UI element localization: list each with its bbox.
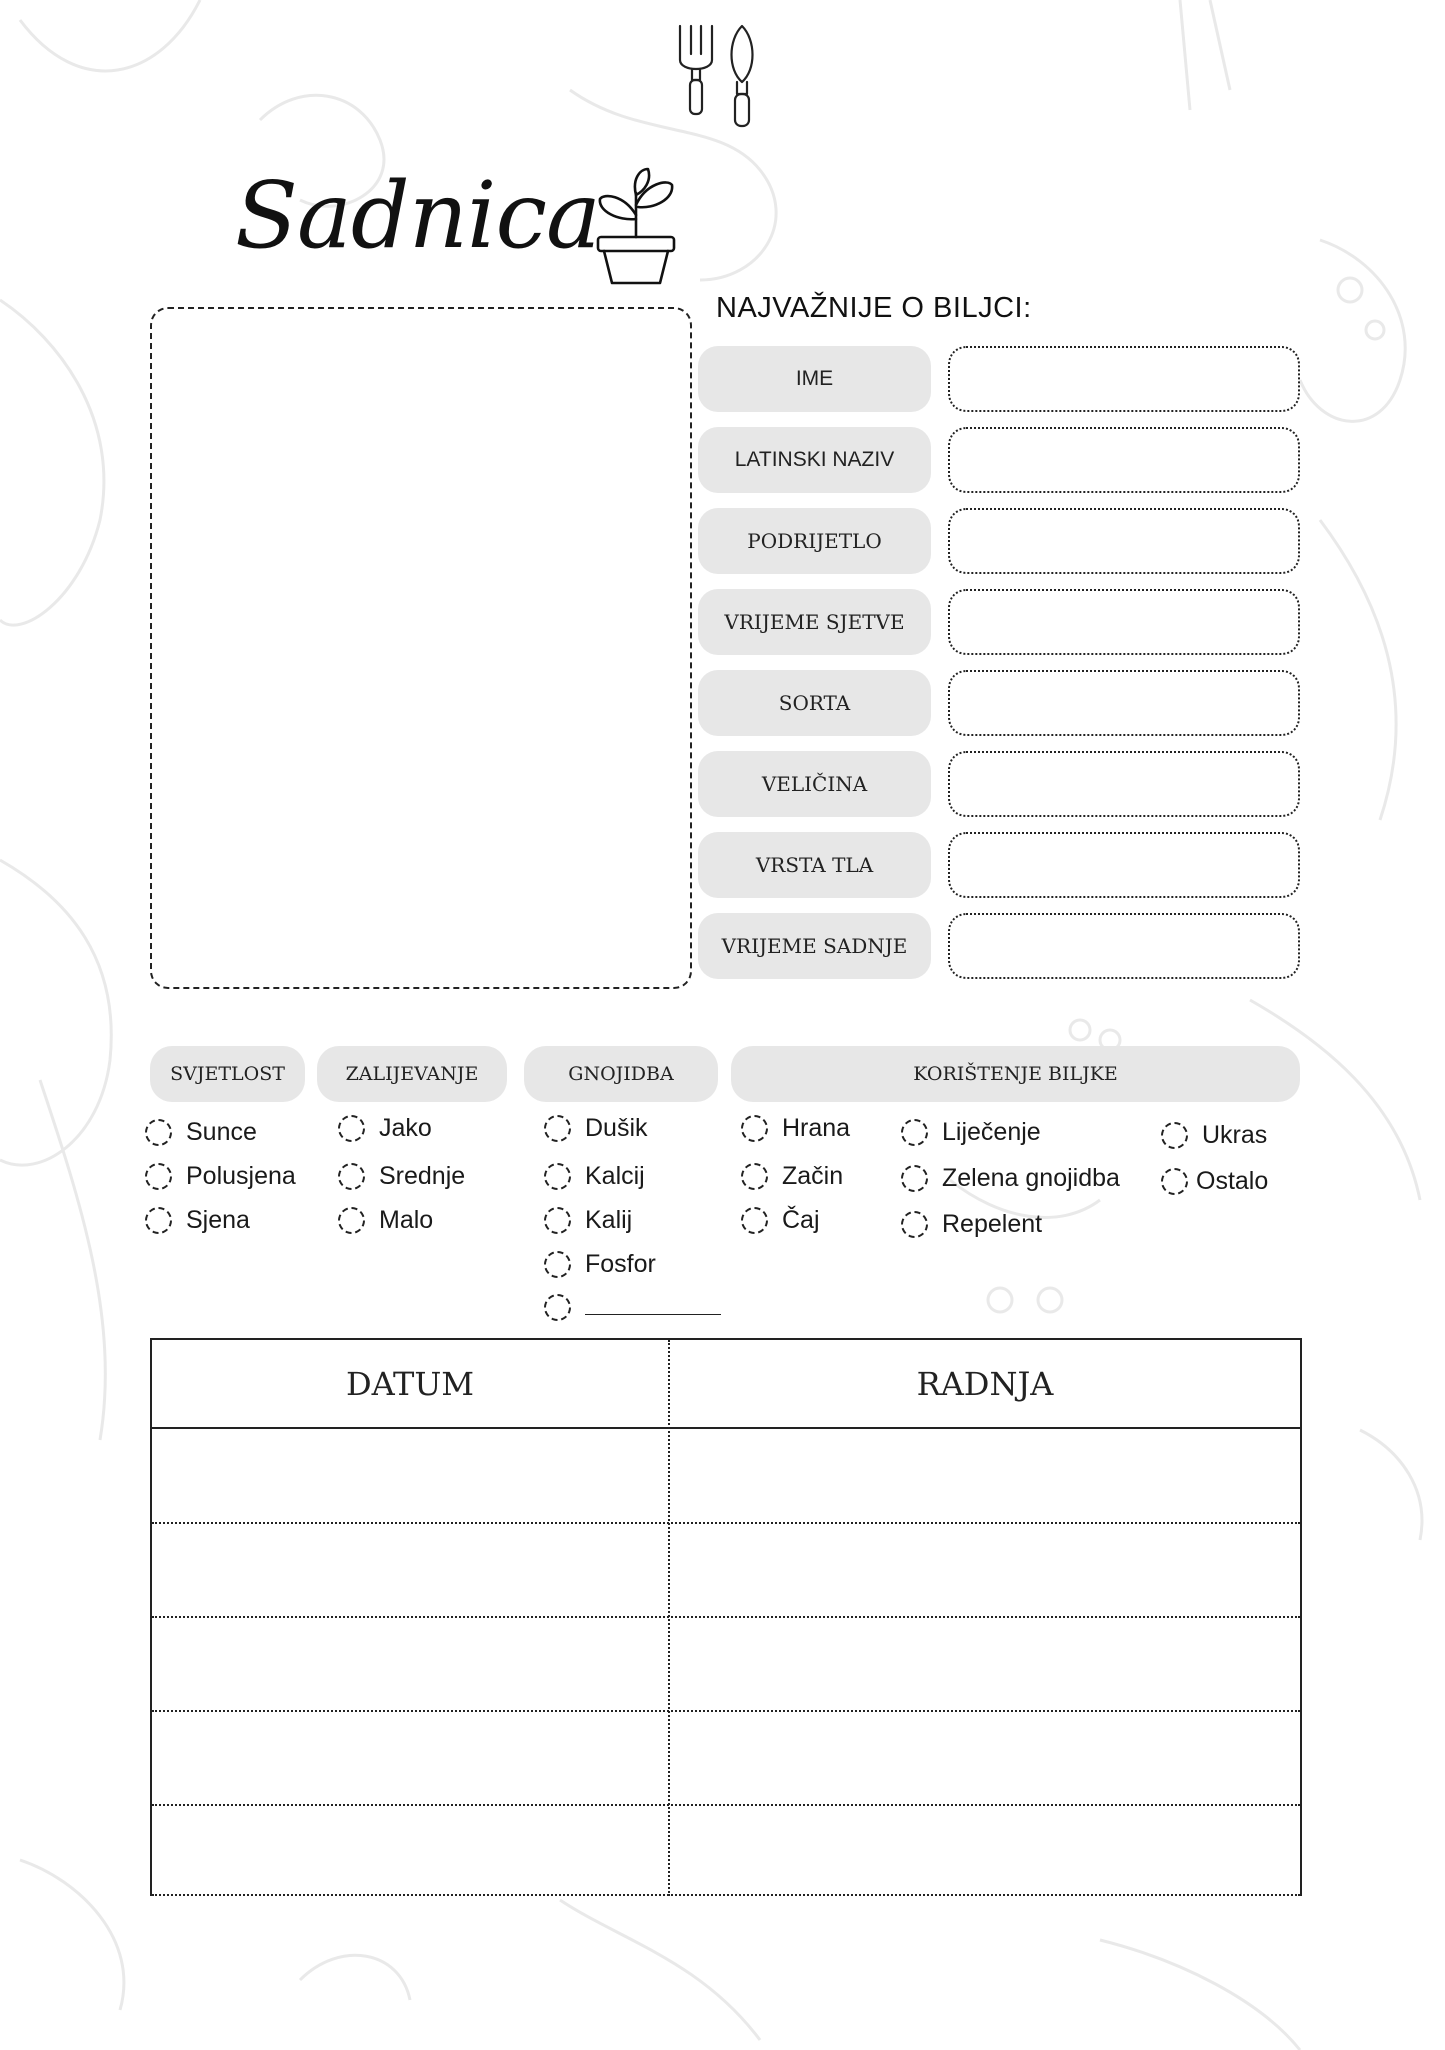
info-field-sorta[interactable] xyxy=(948,670,1300,736)
radio-circle[interactable] xyxy=(145,1163,172,1190)
option-jako[interactable] xyxy=(338,1114,432,1143)
radio-circle[interactable] xyxy=(145,1207,172,1234)
option-kalij[interactable] xyxy=(544,1206,632,1235)
custom-option-line[interactable] xyxy=(585,1300,721,1315)
info-label-vrijeme-sadnje: VRIJEME SADNJE xyxy=(698,913,931,979)
option-lijecenje[interactable] xyxy=(901,1118,1041,1147)
info-label-vrsta-tla: VRSTA TLA xyxy=(698,832,931,898)
category-header-gnojidba: GNOJIDBA xyxy=(524,1046,718,1102)
action-cell[interactable] xyxy=(670,1712,1300,1803)
category-header-zalijevanje: ZALIJEVANJE xyxy=(317,1046,507,1102)
option-malo[interactable] xyxy=(338,1206,433,1235)
info-field-vrijeme-sjetve[interactable] xyxy=(948,589,1300,655)
date-cell[interactable] xyxy=(152,1429,668,1522)
option-zelena-gnojidba[interactable] xyxy=(901,1164,1120,1193)
table-row[interactable] xyxy=(152,1429,1300,1522)
plant-photo-area[interactable] xyxy=(150,307,692,989)
table-row[interactable] xyxy=(152,1618,1300,1709)
info-field-latinski-naziv[interactable] xyxy=(948,427,1300,493)
option-label: Dušik xyxy=(585,1114,648,1142)
option-zacin[interactable] xyxy=(741,1162,843,1191)
radio-circle[interactable] xyxy=(741,1115,768,1142)
option-hrana[interactable] xyxy=(741,1114,850,1143)
info-label-vrijeme-sjetve: VRIJEME SJETVE xyxy=(698,589,931,655)
info-label-sorta: SORTA xyxy=(698,670,931,736)
option-sjena[interactable] xyxy=(145,1206,250,1235)
option-label: Ukras xyxy=(1202,1121,1268,1149)
date-cell[interactable] xyxy=(152,1712,668,1803)
option-custom[interactable] xyxy=(544,1294,721,1321)
info-heading: NAJVAŽNIJE O BILJCI: xyxy=(716,292,1032,324)
radio-circle[interactable] xyxy=(145,1119,172,1146)
radio-circle[interactable] xyxy=(741,1163,768,1190)
radio-circle[interactable] xyxy=(544,1251,571,1278)
column-header-datum: DATUM xyxy=(345,1364,475,1403)
option-kalcij[interactable] xyxy=(544,1162,645,1191)
action-cell[interactable] xyxy=(670,1806,1300,1896)
radio-circle[interactable] xyxy=(338,1207,365,1234)
option-label: Liječenje xyxy=(942,1118,1041,1146)
table-row[interactable] xyxy=(152,1712,1300,1803)
radio-circle[interactable] xyxy=(741,1207,768,1234)
option-label: Malo xyxy=(379,1206,434,1234)
option-label: Srednje xyxy=(379,1162,466,1190)
option-ostalo[interactable] xyxy=(1161,1167,1268,1196)
option-label: Sunce xyxy=(186,1118,257,1146)
radio-circle[interactable] xyxy=(901,1211,928,1238)
table-row[interactable] xyxy=(152,1806,1300,1896)
option-polusjena[interactable] xyxy=(145,1162,296,1191)
info-field-podrijetlo[interactable] xyxy=(948,508,1300,574)
option-sunce[interactable] xyxy=(145,1118,257,1147)
option-label: Hrana xyxy=(782,1114,851,1142)
option-label: Kalij xyxy=(585,1206,633,1234)
option-caj[interactable] xyxy=(741,1206,820,1235)
info-label-podrijetlo: PODRIJETLO xyxy=(698,508,931,574)
option-label: Sjena xyxy=(186,1206,250,1234)
action-cell[interactable] xyxy=(670,1429,1300,1522)
date-cell[interactable] xyxy=(152,1618,668,1709)
radio-circle[interactable] xyxy=(544,1115,571,1142)
date-cell[interactable] xyxy=(152,1524,668,1615)
radio-circle[interactable] xyxy=(1161,1168,1188,1195)
option-label: Kalcij xyxy=(585,1162,645,1190)
row-separator xyxy=(152,1894,1300,1896)
info-field-velicina[interactable] xyxy=(948,751,1300,817)
radio-circle[interactable] xyxy=(544,1207,571,1234)
option-srednje[interactable] xyxy=(338,1162,465,1191)
option-ukras[interactable] xyxy=(1161,1121,1267,1150)
info-field-vrsta-tla[interactable] xyxy=(948,832,1300,898)
plant-pot-icon xyxy=(594,165,680,290)
table-header xyxy=(152,1340,1300,1429)
action-cell[interactable] xyxy=(670,1524,1300,1615)
page-title: Sadnica xyxy=(235,162,600,269)
date-cell[interactable] xyxy=(152,1806,668,1896)
table-row[interactable] xyxy=(152,1524,1300,1615)
radio-circle[interactable] xyxy=(901,1165,928,1192)
action-cell[interactable] xyxy=(670,1618,1300,1709)
option-label: Zelena gnojidba xyxy=(942,1164,1120,1192)
garden-tools-icon xyxy=(670,20,775,132)
option-label: Repelent xyxy=(942,1210,1043,1238)
option-label: Ostalo xyxy=(1196,1167,1269,1195)
option-repelent[interactable] xyxy=(901,1210,1042,1239)
info-label-ime: IME xyxy=(698,346,931,412)
category-header-svjetlost: SVJETLOST xyxy=(150,1046,305,1102)
radio-circle[interactable] xyxy=(544,1294,571,1321)
activity-log-table xyxy=(150,1338,1302,1896)
info-field-ime[interactable] xyxy=(948,346,1300,412)
radio-circle[interactable] xyxy=(901,1119,928,1146)
info-label-latinski-naziv: LATINSKI NAZIV xyxy=(698,427,931,493)
radio-circle[interactable] xyxy=(544,1163,571,1190)
option-label: Jako xyxy=(379,1114,432,1142)
option-fosfor[interactable] xyxy=(544,1250,656,1279)
info-field-vrijeme-sadnje[interactable] xyxy=(948,913,1300,979)
radio-circle[interactable] xyxy=(338,1163,365,1190)
column-header-radnja: RADNJA xyxy=(916,1364,1054,1403)
radio-circle[interactable] xyxy=(338,1115,365,1142)
option-label: Čaj xyxy=(782,1206,820,1234)
option-label: Polusjena xyxy=(186,1162,296,1190)
option-dusik[interactable] xyxy=(544,1114,648,1143)
option-label: Fosfor xyxy=(585,1250,656,1278)
option-label: Začin xyxy=(782,1162,844,1190)
radio-circle[interactable] xyxy=(1161,1122,1188,1149)
info-label-velicina: VELIČINA xyxy=(698,751,931,817)
category-header-koristenje-biljke: KORIŠTENJE BILJKE xyxy=(731,1046,1300,1102)
